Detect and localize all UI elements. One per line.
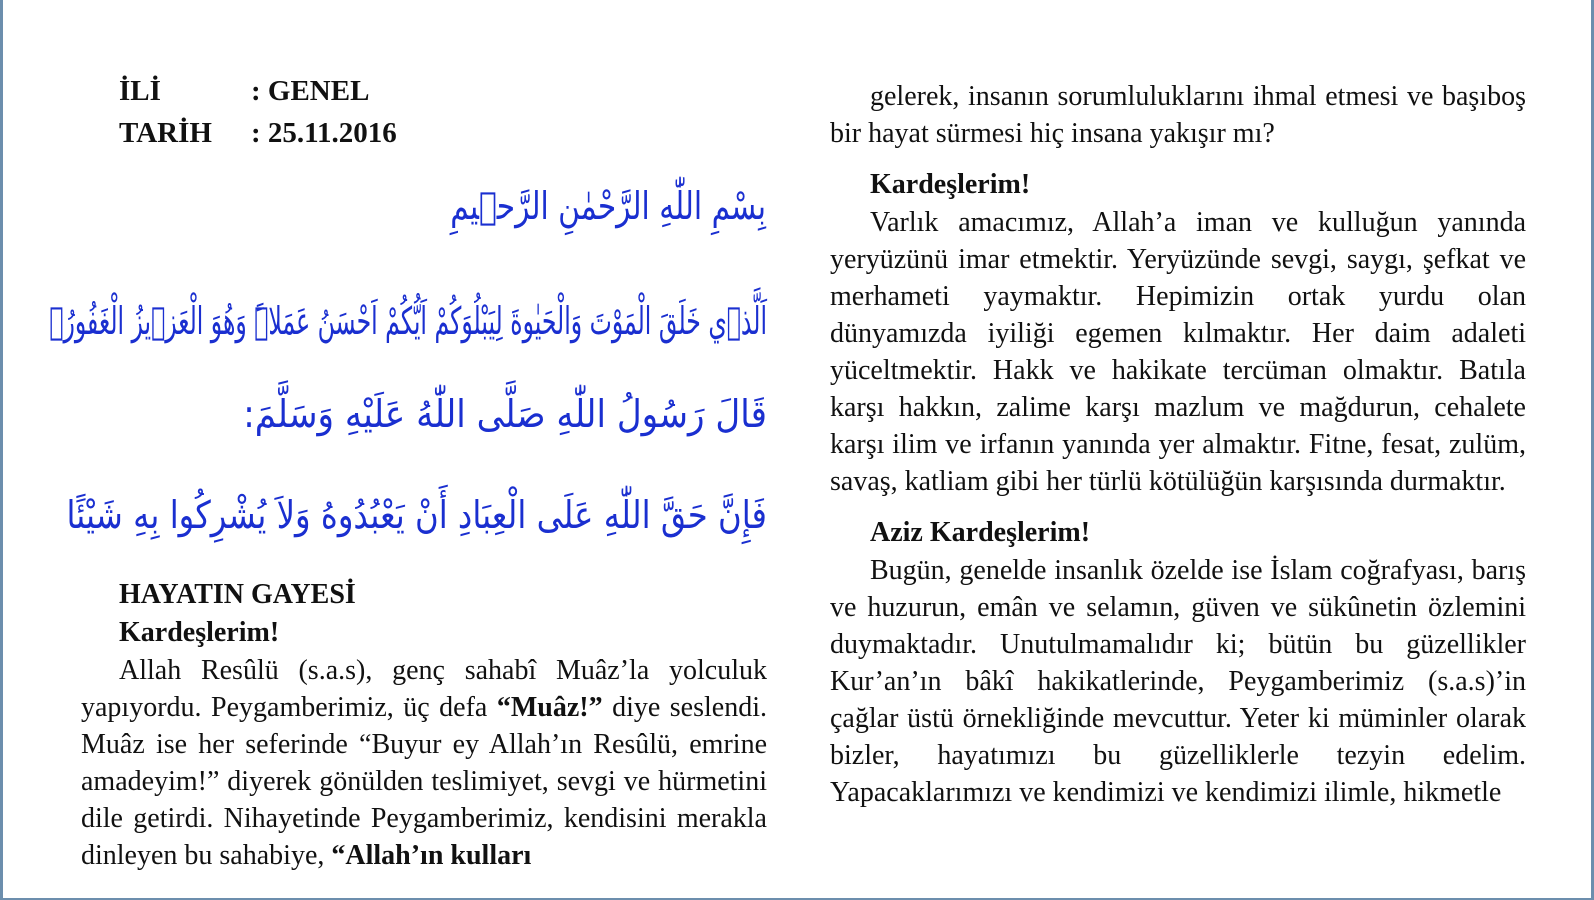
p1-bold-quote: “Allah’ın kulları: [331, 840, 532, 871]
tarih-value: : 25.11.2016: [251, 117, 397, 149]
hadith-text: فَإِنَّ حَقَّ اللّٰهِ عَلَى الْعِبَادِ أَنْ يَعْبُدُوهُ وَلاَ يُشْرِكُوا بِهِ شَيْئًا: [66, 493, 768, 537]
p1-part-b: diye seslendi. Muâz ise her seferinde “Buyur ey Allah’ın Resûlü, emrine amadeyim!” diyerek gönülden teslimiyet, sevgi ve hürmetini dile getirdi. Nihayetinde Peygamberimiz, kendisini merakla dinleyen bu sahabiye,: [81, 692, 767, 871]
spacer: [830, 152, 1526, 166]
p1-part-a: Allah Resûlü (s.a.s), genç sahabî Muâz’la yolculuk yapıyordu. Peygamberimiz, üç defa: [81, 655, 767, 723]
basmala-calligraphy: بِسْمِ اللّٰهِ الرَّحْمٰنِ الرَّح۪يمِ: [450, 184, 766, 228]
tarih-row: [119, 112, 767, 154]
spacer: [830, 500, 1526, 514]
il-row: [119, 70, 767, 112]
p1-bold-muaz: “Muâz!”: [496, 692, 603, 723]
hadith-intro-text: قَالَ رَسُولُ اللّٰهِ صَلَّى اللّٰهُ عَلَيْهِ وَسَلَّمَ:: [243, 392, 767, 436]
right-paragraph-2: Bugün, genelde insanlık özelde ise İslam coğrafyası, barış ve huzurun, emân ve selamın, güven ve sükûnetin özlemini duymaktadır. Unutulmamalıdır ki; bütün bu güzellikler Kur’an’ın bâkî hakikatlerinde, Peygamberimiz (s.a.s)’in çağlar üstü örnekliğinde mevcuttur. Yeter ki müminler olarak bizler, hayatımızı bu güzelliklerle tezyin edelim. Yapacaklarımızı ve kendimizi ve kendimizi ilimle, hikmetle: [830, 555, 1526, 808]
left-column: [49, 70, 768, 874]
right-paragraph-0: gelerek, insanın sorumluluklarını ihmal etmesi ve başıboş bir hayat sürmesi hiç insana yakışır mı?: [830, 81, 1526, 149]
sermon-title: HAYATIN GAYESİ: [119, 579, 356, 610]
il-label: İLİ: [119, 75, 161, 107]
left-greeting: Kardeşlerim!: [119, 617, 280, 648]
ayah-text: اَلَّذ۪ي خَلَقَ الْمَوْتَ وَالْحَيٰوةَ لِيَبْلُوَكُمْ اَيُّكُمْ اَحْسَنُ عَمَلاًۜ وَهُوَ الْعَز۪يزُ الْغَفُورُۙ: [49, 299, 767, 343]
right-greeting-2: Aziz Kardeşlerim!: [870, 517, 1091, 548]
left-paragraph-1: [81, 652, 767, 874]
right-column: [830, 78, 1526, 811]
il-value: : GENEL: [251, 75, 370, 107]
tarih-label: TARİH: [119, 117, 212, 149]
right-greeting-1: Kardeşlerim!: [870, 169, 1031, 200]
right-paragraph-1: Varlık amacımız, Allah’a iman ve kulluğun yanında yeryüzünü imar etmektir. Yeryüzünde sevgi, saygı, şefkat ve merhameti yaymaktır. Hepimizin ortak yurdu olan dünyamızda iyiliği egemen kılmaktır. Her daim adaleti yüceltmektir. Hakk ve hakikate tercüman olmaktır. Batıla karşı hakkın, zalime karşı mazlum ve mağdurun, cehalete karşı ilim ve irfanın yanında yer almaktır. Fitne, fesat, zulüm, savaş, katliam gibi her türlü kötülüğün karşısında durmaktır.: [830, 207, 1526, 497]
